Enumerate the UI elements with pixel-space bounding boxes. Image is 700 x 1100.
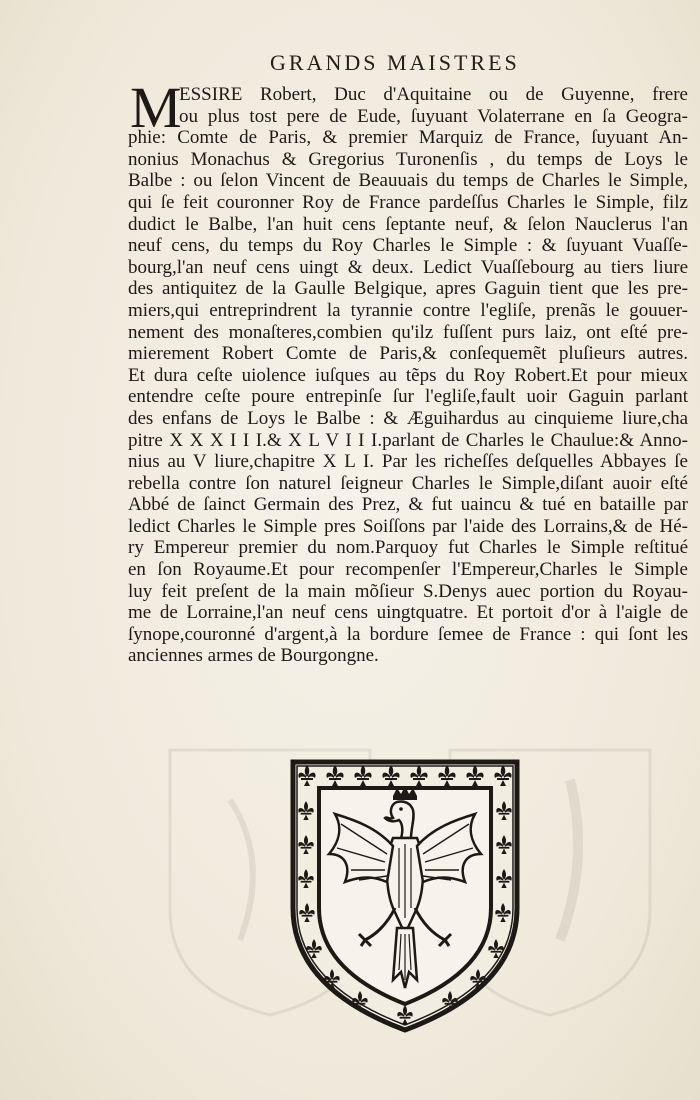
text-line: neuf cens, du temps du Roy Charles le Simple : & ſuyuant Vuaſſe- (128, 235, 688, 257)
text-line: ESSIRE Robert, Duc d'Aquitaine ou de Guyenne, frere (179, 84, 688, 105)
drop-cap: M (130, 75, 182, 140)
text-line: Abbé de ſainct Germain des Prez, & fut uaincu & tué en bataille par (128, 494, 688, 516)
text-line: en ſon Royaume.Et pour recompenſer l'Empereur,Charles le Simple (128, 559, 688, 581)
text-line: des enfans de Loys le Balbe : & Æguihardus au cinquieme liure,cha (128, 407, 688, 429)
text-line: bourg,l'an neuf cens uingt & deux. Ledict Vuaſſebourg au tiers liure (128, 256, 688, 278)
text-line: qui ſe feit couronner Roy de France pardeſſus Charles le Simple, filz (128, 191, 688, 213)
text-line: pitre X X X I I I.& X L V I I I.parlant de Charles le Chaulue:& Anno- (128, 429, 688, 451)
text-line: luy feit preſent de la main mõſieur S.Denys auec portion du Royau- (128, 580, 688, 602)
text-line: entendre ceſte poure entrepinſe ſur l'egliſe,fault uoir Gaguin parlant (128, 386, 688, 408)
text-line: anciennes armes de Bourgongne. (128, 645, 379, 667)
text-line: ry Empereur premier du nom.Parquoy fut Charles le Simple reſtitué (128, 537, 688, 559)
text-line: ledict Charles le Simple pres Soiſſons par l'aide des Lorrains,& de Hé- (128, 515, 688, 537)
text-line: nement des monaſteres,combien qu'ilz fuſſent purs laiz, ont eſté pre- (128, 321, 688, 343)
coat-of-arms-image (289, 758, 521, 1034)
text-line: ſynope,couronné d'argent,à la bordure ſemee de France : qui ſont les (128, 623, 688, 645)
text-line: ou plus tost pere de Eude, ſuyuant Volaterrane en ſa Geogra- (179, 105, 688, 127)
text-line: Balbe : ou ſelon Vincent de Beauuais du temps de Charles le Simple, (128, 170, 688, 192)
text-line: des antiquitez de la Gaulle Belgique, apres Gaguin tient que les pre- (128, 278, 688, 300)
body-text (128, 75, 688, 667)
text-line: dudict le Balbe, l'an huit cens ſeptante neuf, & ſelon Nauclerus l'an (128, 213, 688, 235)
text-line: phie: Comte de Paris, & premier Marquiz de France, ſuyuant An- (128, 127, 688, 149)
text-line: miers,qui entreprindrent la tyrannie contre l'egliſe, prenãs le gouuer- (128, 299, 688, 321)
running-header: GRANDS MAISTRES (270, 50, 520, 75)
text-line: mierement Robert Comte de Paris,& conſequemẽt pluſieurs autres. (128, 343, 688, 365)
text-line: nius au V liure,chapitre X L I. Par les richeſſes deſquelles Abbayes ſe (128, 451, 688, 473)
text-line: me de Lorraine,l'an neuf cens uingtquatre. Et portoit d'or à l'aigle de (128, 602, 688, 624)
text-line: nonius Monachus & Gregorius Turonenſis , du temps de Loys le (128, 148, 688, 170)
text-line: rebella contre ſon naturel ſeigneur Charles le Simple,diſant auoir eſté (128, 472, 688, 494)
text-line: Et dura ceſte uiolence iuſques au tẽps du Roy Robert.Et pour mieux (128, 364, 688, 386)
